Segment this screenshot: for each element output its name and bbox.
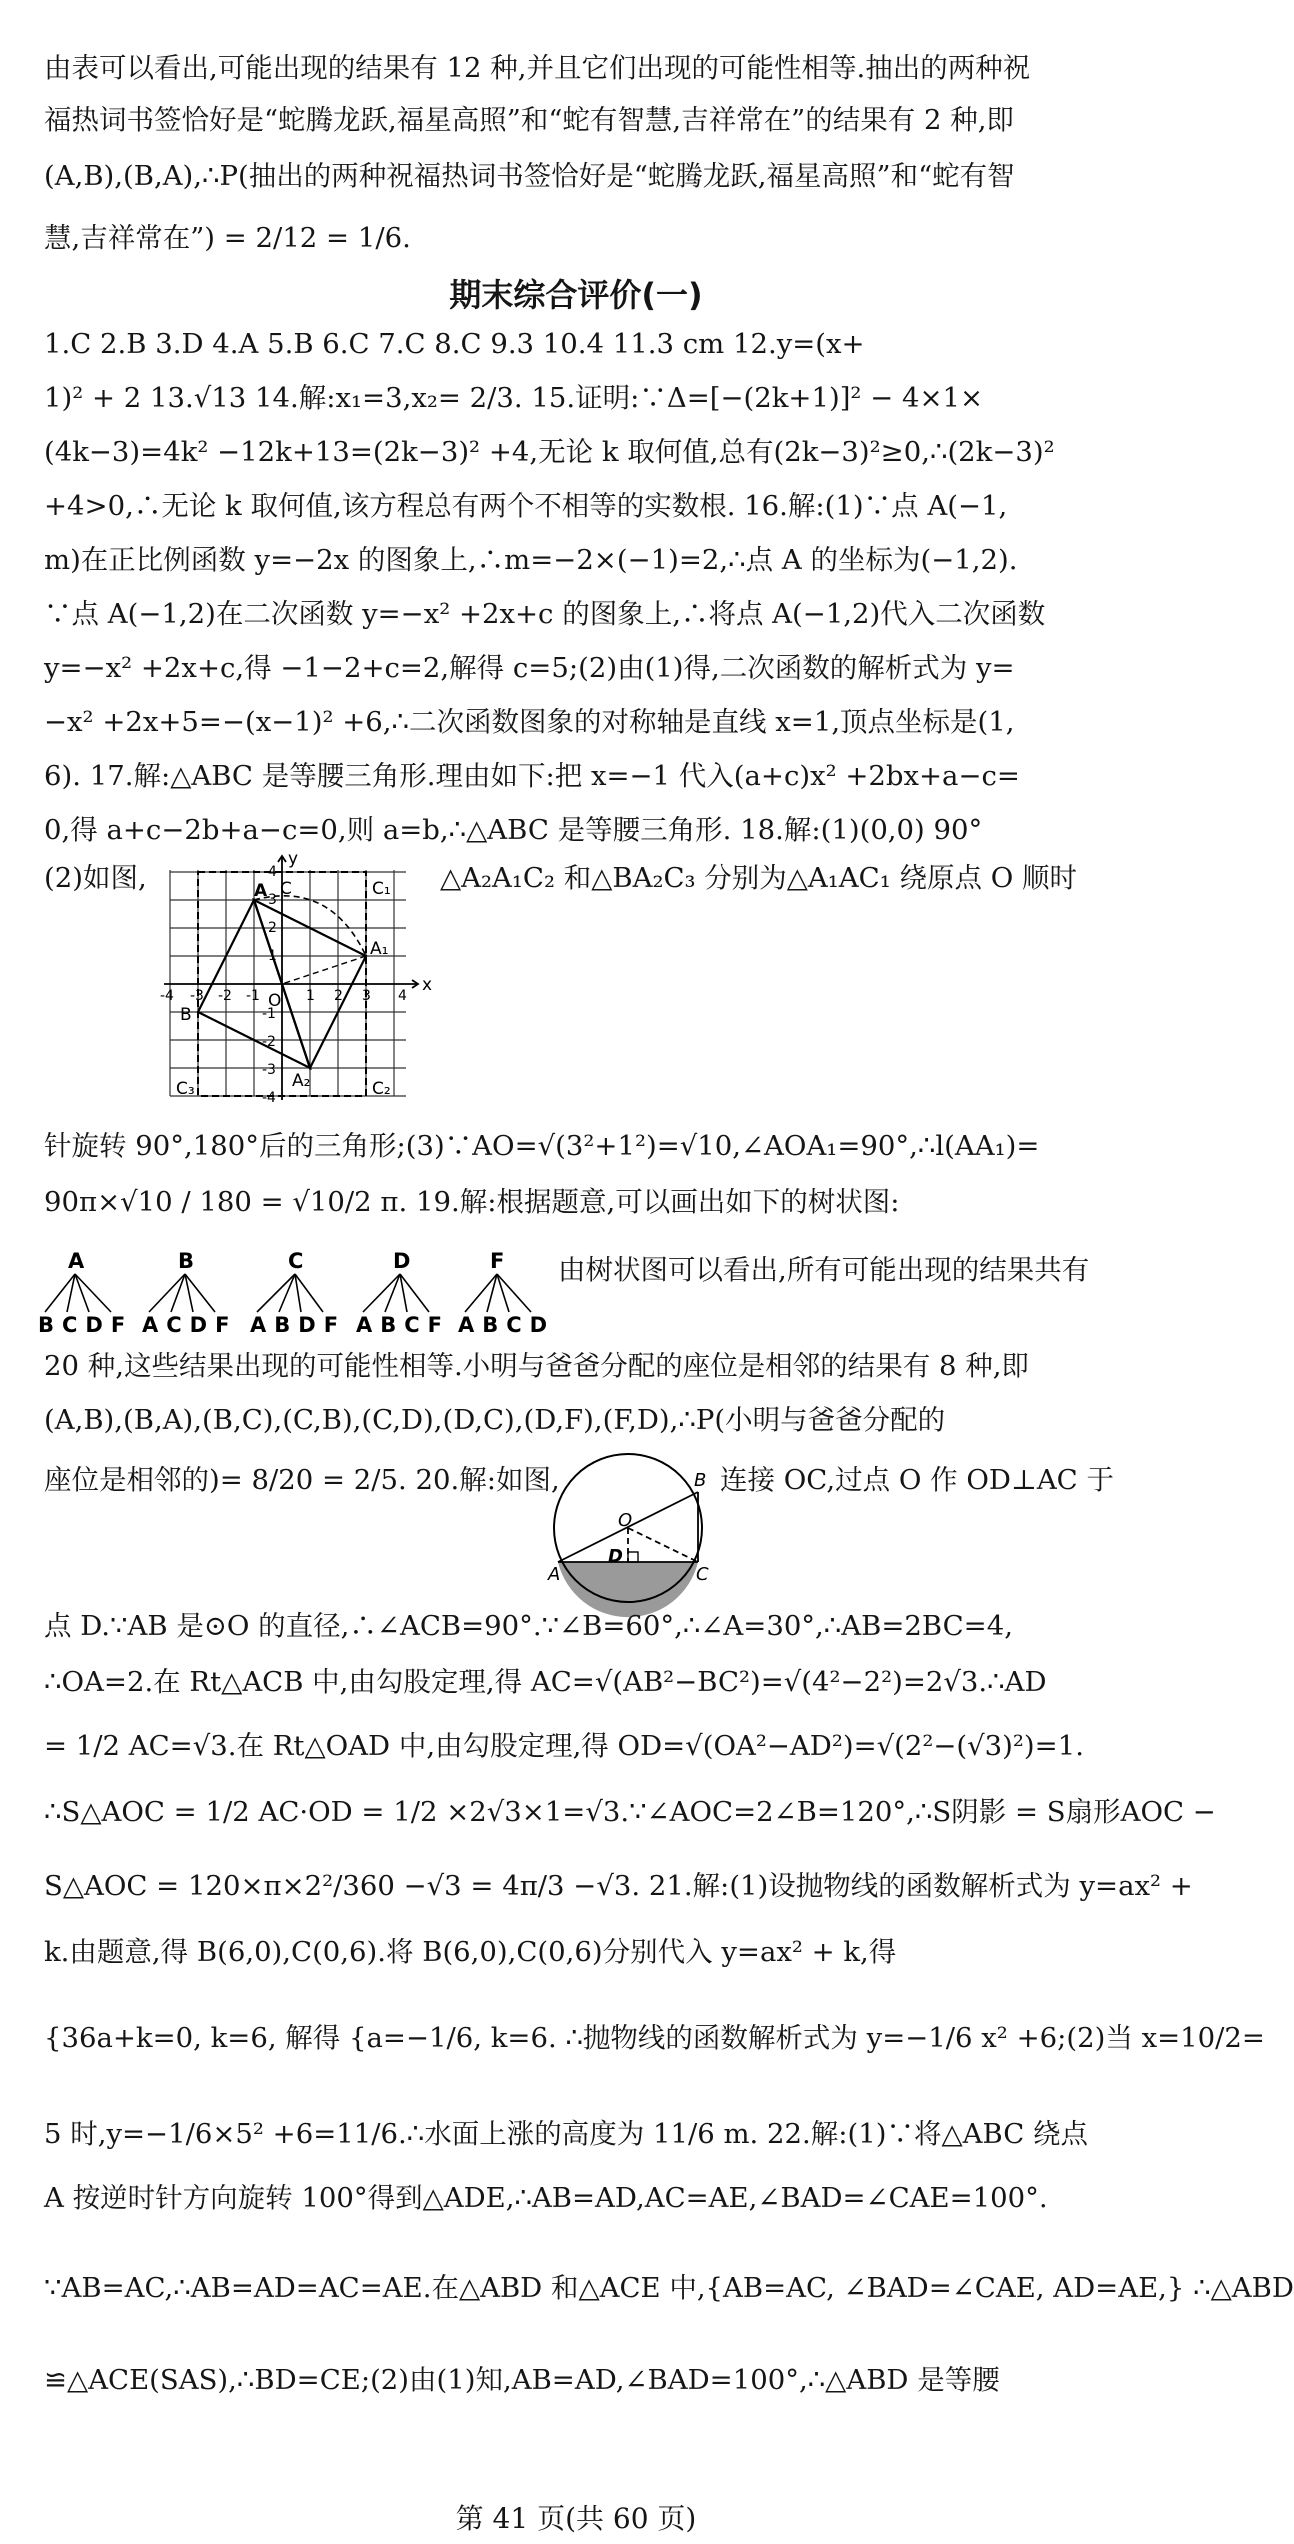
point-label-c: C xyxy=(280,879,292,899)
x-tick: 3 xyxy=(362,988,371,1004)
body-line: 20 种,这些结果出现的可能性相等.小明与爸爸分配的座位是相邻的结果有 8 种,即 xyxy=(44,1350,1029,1382)
q18-side-text: △A₂A₁C₂ 和△BA₂C₃ 分别为△A₁AC₁ 绕原点 O 顺时 xyxy=(440,862,1077,894)
point-label-c1: C₁ xyxy=(372,879,391,899)
body-line: 90π×√10 / 180 = √10/2 π. 19.解:根据题意,可以画出如下的树状图: xyxy=(44,1186,900,1218)
body-line: 点 D.∵AB 是⊙O 的直径,∴∠ACB=90°.∵∠B=60°,∴∠A=30°,∴AB=2BC=4, xyxy=(44,1610,1013,1642)
tree-leaves: ABDF xyxy=(250,1313,347,1337)
x-tick: -2 xyxy=(218,988,232,1004)
intro-line: 由表可以看出,可能出现的结果有 12 种,并且它们出现的可能性相等.抽出的两种祝 xyxy=(44,52,1031,84)
x-tick: 4 xyxy=(398,988,407,1004)
body-line: {36a+k=0, k=6, 解得 {a=−1/6, k=6. ∴抛物线的函数解析式为 y=−1/6 x² +6;(2)当 x=10/2= xyxy=(44,2022,1265,2054)
body-line: m)在正比例函数 y=−2x 的图象上,∴m=−2×(−1)=2,∴点 A 的坐标为(−1,2). xyxy=(44,544,1018,576)
x-tick: -1 xyxy=(246,988,260,1004)
body-line: A 按逆时针方向旋转 100°得到△ADE,∴AB=AD,AC=AE,∠BAD=∠CAE=100°. xyxy=(44,2182,1048,2214)
circle-label-d: D xyxy=(608,1546,623,1567)
body-line: S△AOC = 120×π×2²/360 −√3 = 4π/3 −√3. 21.解:(1)设抛物线的函数解析式为 y=ax² + xyxy=(44,1870,1193,1902)
circle-label-c: C xyxy=(696,1564,709,1585)
q18-intro: (2)如图, xyxy=(44,862,147,894)
body-line: +4>0,∴无论 k 取何值,该方程总有两个不相等的实数根. 16.解:(1)∵点 A(−1, xyxy=(44,490,1008,522)
axis-label-x: x xyxy=(422,975,433,995)
tree-leaves: ACDF xyxy=(142,1313,238,1337)
coordinate-grid-figure xyxy=(160,850,440,1110)
body-line: ∵点 A(−1,2)在二次函数 y=−x² +2x+c 的图象上,∴将点 A(−1,2)代入二次函数 xyxy=(44,598,1046,630)
body-line: 5 时,y=−1/6×5² +6=11/6.∴水面上涨的高度为 11/6 m. 22.解:(1)∵将△ABC 绕点 xyxy=(44,2118,1088,2150)
section-title: 期末综合评价(一) xyxy=(449,276,703,314)
body-line: (4k−3)=4k² −12k+13=(2k−3)² +4,无论 k 取何值,总有(2k−3)²≥0,∴(2k−3)² xyxy=(44,436,1055,468)
y-tick: -3 xyxy=(262,1062,276,1078)
tree-diagram xyxy=(38,1246,558,1338)
point-label-a2: A₂ xyxy=(292,1071,311,1091)
body-line: ∴OA=2.在 Rt△ACB 中,由勾股定理,得 AC=√(AB²−BC²)=√(4²−2²)=2√3.∴AD xyxy=(44,1666,1047,1698)
tree-branches xyxy=(45,1274,531,1312)
body-line: ∴S△AOC = 1/2 AC·OD = 1/2 ×2√3×1=√3.∵∠AOC=2∠B=120°,∴S阴影 = S扇形AOC − xyxy=(44,1796,1216,1828)
y-tick: -4 xyxy=(262,1090,276,1106)
circle-figure xyxy=(548,1446,712,1596)
body-line: k.由题意,得 B(6,0),C(0,6).将 B(6,0),C(0,6)分别代入 y=ax² + k,得 xyxy=(44,1936,897,1968)
y-tick: -2 xyxy=(262,1034,276,1050)
intro-line: (A,B),(B,A),∴P(抽出的两种祝福热词书签恰好是“蛇腾龙跃,福星高照”和“蛇有智 xyxy=(44,160,1015,192)
body-line: ≌△ACE(SAS),∴BD=CE;(2)由(1)知,AB=AD,∠BAD=100°,∴△ABD 是等腰 xyxy=(44,2364,1000,2396)
body-line: 1)² + 2 13.√13 14.解:x₁=3,x₂= 2/3. 15.证明:∵Δ=[−(2k+1)]² − 4×1× xyxy=(44,382,984,414)
point-label-c3: C₃ xyxy=(176,1079,195,1099)
y-tick: 1 xyxy=(268,948,277,964)
body-line: 1.C 2.B 3.D 4.A 5.B 6.C 7.C 8.C 9.3 10.4 11.3 cm 12.y=(x+ xyxy=(44,328,865,360)
intro-line: 慧,吉祥常在”) = 2/12 = 1/6. xyxy=(44,222,411,254)
body-line: y=−x² +2x+c,得 −1−2+c=2,解得 c=5;(2)由(1)得,二次函数的解析式为 y= xyxy=(44,652,1015,684)
grid-lines xyxy=(170,870,406,1096)
body-line: 0,得 a+c−2b+a−c=0,则 a=b,∴△ABC 是等腰三角形. 18.解:(1)(0,0) 90° xyxy=(44,814,983,846)
body-line: 座位是相邻的)= 8/20 = 2/5. 20.解:如图, xyxy=(44,1464,560,1496)
tree-root: D xyxy=(393,1249,411,1273)
axis-label-y: y xyxy=(288,849,299,869)
circle-label-a: A xyxy=(548,1564,561,1585)
body-line: 针旋转 90°,180°后的三角形;(3)∵AO=√(3²+1²)=√10,∠AOA₁=90°,∴l(AA₁)= xyxy=(44,1130,1040,1162)
tree-root: A xyxy=(68,1249,85,1273)
body-line: = 1/2 AC=√3.在 Rt△OAD 中,由勾股定理,得 OD=√(OA²−AD²)=√(2²−(√3)²)=1. xyxy=(44,1730,1084,1762)
y-tick: 2 xyxy=(268,920,277,936)
circle-label-b: B xyxy=(694,1470,707,1491)
x-tick: 2 xyxy=(334,988,343,1004)
x-tick: -4 xyxy=(160,988,174,1004)
origin-label: O xyxy=(268,991,282,1011)
y-tick: 3 xyxy=(268,892,277,908)
intro-line: 福热词书签恰好是“蛇腾龙跃,福星高照”和“蛇有智慧,吉祥常在”的结果有 2 种,即 xyxy=(44,104,1014,136)
point-label-a: A xyxy=(254,881,268,901)
body-line: ∵AB=AC,∴AB=AD=AC=AE.在△ABD 和△ACE 中,{AB=AC, ∠BAD=∠CAE, AD=AE,} ∴△ABD xyxy=(44,2272,1294,2304)
page-footer: 第 41 页(共 60 页) xyxy=(455,2502,697,2535)
body-line: −x² +2x+5=−(x−1)² +6,∴二次函数图象的对称轴是直线 x=1,顶点坐标是(1, xyxy=(44,706,1015,738)
point-label-b: B xyxy=(180,1005,192,1025)
q20-side-text: 连接 OC,过点 O 作 OD⊥AC 于 xyxy=(720,1464,1114,1496)
body-line: (A,B),(B,A),(B,C),(C,B),(C,D),(D,C),(D,F),(F,D),∴P(小明与爸爸分配的 xyxy=(44,1404,946,1436)
x-tick: 1 xyxy=(306,988,315,1004)
tree-leaves: BCDF xyxy=(38,1313,134,1337)
circle-label-o: O xyxy=(618,1510,633,1531)
tree-leaves: ABCD xyxy=(458,1313,556,1337)
point-label-a1: A₁ xyxy=(370,939,389,959)
y-tick: -1 xyxy=(262,1006,276,1022)
tree-root: F xyxy=(490,1249,505,1273)
point-label-c2: C₂ xyxy=(372,1079,391,1099)
tree-leaves: ABCF xyxy=(356,1313,451,1337)
y-tick: 4 xyxy=(268,864,277,880)
tree-root: B xyxy=(178,1249,195,1273)
tree-side-text: 由树状图可以看出,所有可能出现的结果共有 xyxy=(558,1254,1090,1286)
body-line: 6). 17.解:△ABC 是等腰三角形.理由如下:把 x=−1 代入(a+c)x² +2bx+a−c= xyxy=(44,760,1020,792)
x-tick: -3 xyxy=(190,988,204,1004)
tree-root: C xyxy=(288,1249,304,1273)
